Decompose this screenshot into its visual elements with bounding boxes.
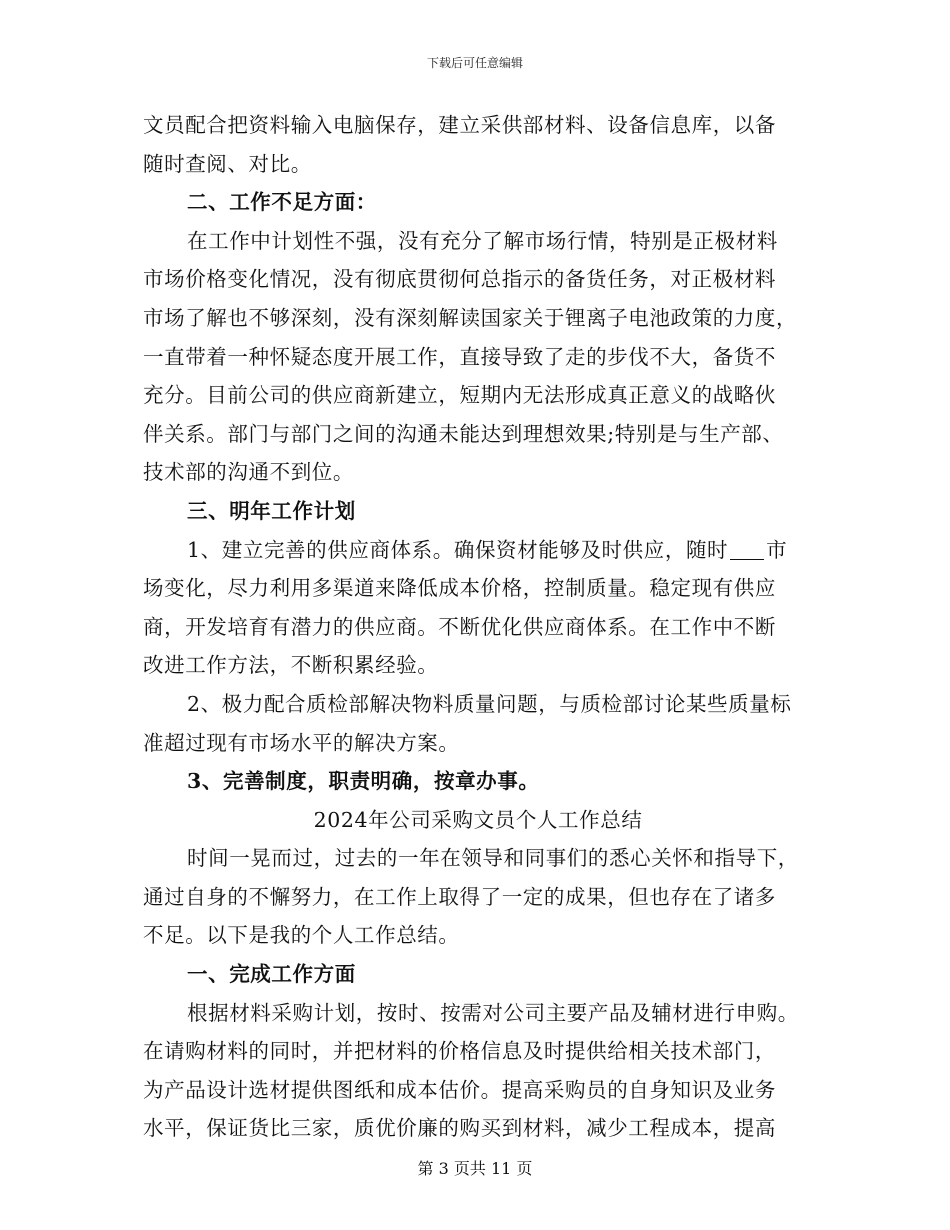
paragraph-line: 为产品设计选材提供图纸和成本估价。提高采购员的自身知识及业务: [143, 1077, 776, 1102]
document-title: 2024年公司采购文员个人工作总结: [313, 807, 643, 832]
paragraph-text: 1、建立完善的供应商体系。确保资材能够及时供应，随时: [187, 537, 729, 562]
paragraph-line: 市场了解也不够深刻，没有深刻解读国家关于锂离子电池政策的力度，: [143, 305, 798, 330]
paragraph-line: 根据材料采购计划，按时、按需对公司主要产品及辅材进行申购。: [187, 1000, 799, 1025]
paragraph-line: [143, 531, 813, 570]
section-heading: 二、工作不足方面：: [187, 190, 377, 215]
paragraph-line: 充分。目前公司的供应商新建立，短期内无法形成真正意义的战略伙: [143, 383, 776, 408]
paragraph-line: 文员配合把资料输入电脑保存，建立采供部材料、设备信息库，以备: [143, 113, 776, 137]
paragraph-line: 技术部的沟通不到位。: [143, 460, 354, 485]
paragraph-line: 时间一晃而过，过去的一年在领导和同事们的悉心关怀和指导下，: [187, 846, 799, 871]
paragraph-line: 伴关系。部门与部门之间的沟通未能达到理想效果;特别是与生产部、: [143, 421, 784, 446]
paragraph-line: 改进工作方法，不断积累经验。: [143, 653, 439, 678]
blank-underline: [730, 537, 764, 560]
paragraph-line: 水平，保证货比三家，质优价廉的购买到材料，减少工程成本，提高: [143, 1116, 776, 1141]
paragraph-line: 2、极力配合质检部解决物料质量问题，与质检部讨论某些质量标: [187, 691, 792, 716]
section-heading: 3、完善制度，职责明确，按章办事。: [187, 769, 540, 794]
paragraph-line: 市场价格变化情况，没有彻底贯彻何总指示的备货任务，对正极材料: [143, 267, 776, 292]
paragraph-line: 随时查阅、对比。: [143, 151, 312, 176]
paragraph-line: 通过自身的不懈努力，在工作上取得了一定的成果，但也存在了诸多: [143, 884, 776, 909]
section-heading: 三、明年工作计划: [187, 498, 356, 523]
page-number: 第 3 页共 11 页: [417, 1159, 533, 1178]
paragraph-line: 场变化，尽力利用多渠道来降低成本价格，控制质量。稳定现有供应: [143, 576, 776, 601]
header-note: 下载后可任意编辑: [426, 56, 523, 70]
section-heading: 一、完成工作方面: [187, 962, 356, 987]
paragraph-line: 准超过现有市场水平的解决方案。: [143, 730, 460, 755]
paragraph-line: 商，开发培育有潜力的供应商。不断优化供应商体系。在工作中不断: [143, 614, 776, 639]
paragraph-line: 一直带着一种怀疑态度开展工作，直接导致了走的步伐不大，备货不: [143, 344, 776, 369]
paragraph-line: 在工作中计划性不强，没有充分了解市场行情，特别是正极材料: [187, 228, 778, 253]
document-body: [143, 106, 813, 1148]
paragraph-line: 不足。以下是我的个人工作总结。: [143, 923, 460, 948]
paragraph-text: 市: [766, 537, 788, 562]
paragraph-line: 在请购材料的同时，并把材料的价格信息及时提供给相关技术部门，: [143, 1039, 776, 1064]
